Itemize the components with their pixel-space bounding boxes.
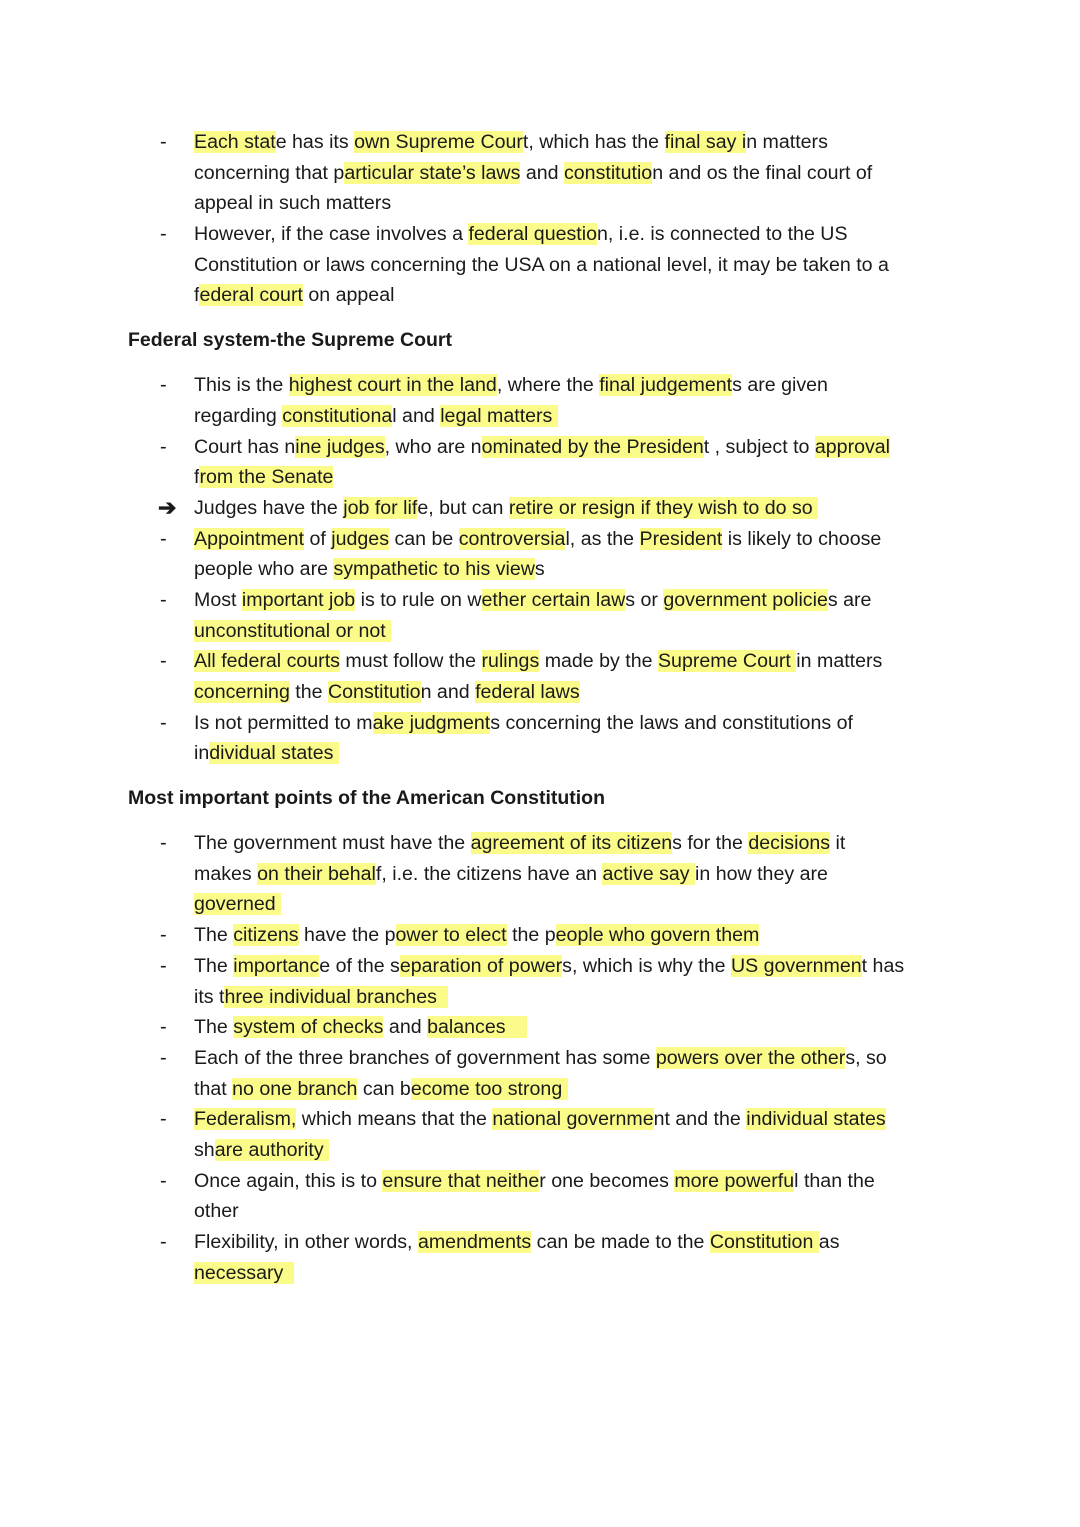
text-run: n matters (746, 131, 828, 153)
text-line (194, 554, 968, 585)
highlighted-text: own Supreme Cour (354, 131, 523, 153)
highlighted-text: balances (427, 1016, 528, 1039)
text-line (194, 616, 968, 647)
text-run: l, as the (565, 527, 640, 550)
highlighted-text: federal questio (468, 223, 597, 246)
text-line (194, 158, 968, 189)
highlighted-text: US governmen (730, 954, 862, 977)
highlighted-text: All federal courts (194, 650, 340, 673)
highlighted-text: constitutiona (282, 404, 393, 427)
highlighted-text: federal laws (475, 681, 580, 703)
text-run: n and (420, 681, 476, 703)
highlighted-text: important job (241, 588, 356, 611)
text-run: in how they are (695, 862, 828, 885)
text-line (194, 219, 968, 250)
text-run: The government must have the (194, 832, 471, 855)
text-line (194, 920, 968, 951)
highlighted-text: ine judges (295, 435, 385, 458)
text-run: it (830, 832, 846, 855)
text-run: the p (506, 924, 556, 947)
text-run: and (520, 161, 564, 184)
text-run: sh (194, 1138, 215, 1161)
text-line (194, 828, 968, 859)
bullet-list (128, 370, 968, 769)
text-run: other (194, 1200, 239, 1223)
text-run: s or (625, 588, 664, 611)
highlighted-text: hree individual branches (224, 985, 448, 1008)
highlighted-text: on their behal (257, 862, 376, 885)
text-run: t has (861, 954, 905, 977)
highlighted-text: Constitution (709, 1231, 819, 1253)
text-run: which means that the (296, 1108, 493, 1131)
highlighted-text: powers over the other (655, 1046, 846, 1069)
text-run: s, which is why the (562, 954, 731, 977)
text-line (194, 677, 968, 708)
highlighted-text: ower to elect (395, 924, 507, 947)
dash-bullet: - (160, 588, 167, 611)
highlighted-text: individual states (746, 1108, 886, 1131)
text-run: r one becomes (539, 1169, 675, 1192)
text-run: n, i.e. is connected to the US (597, 223, 848, 246)
text-run: nt and the (653, 1108, 747, 1131)
list-item (128, 219, 968, 311)
highlighted-text: final judgement (599, 374, 733, 397)
text-line (194, 462, 968, 493)
text-run: people who are (194, 558, 334, 581)
highlighted-text: government policie (663, 588, 828, 611)
highlighted-text: Appointment (194, 527, 305, 550)
text-line (194, 738, 968, 769)
highlighted-text: national governme (492, 1108, 654, 1131)
dash-bullet: - (160, 1108, 167, 1131)
text-run: s for the (672, 832, 749, 855)
highlighted-text: system of checks (233, 1016, 384, 1039)
list-item (128, 370, 968, 431)
list-item (128, 127, 968, 219)
text-run: f, i.e. the citizens have an (375, 862, 603, 885)
text-run: Is not permitted to m (194, 711, 373, 734)
highlighted-text: controversia (458, 527, 566, 550)
highlighted-text: governed (194, 893, 282, 916)
dash-bullet: - (160, 223, 167, 246)
text-run: e of the s (319, 954, 400, 977)
text-line (194, 127, 968, 158)
highlighted-text: President (639, 527, 723, 550)
highlighted-text: citizens (233, 924, 299, 947)
text-run: s concerning the laws and constitutions of (490, 711, 853, 734)
dash-bullet: - (160, 1016, 167, 1039)
dash-bullet: - (160, 832, 167, 855)
text-line (194, 1166, 968, 1197)
section-heading: Federal system-the Supreme Court (128, 329, 453, 352)
list-item (128, 1012, 968, 1043)
list-item (128, 1043, 968, 1104)
highlighted-text: are authority (214, 1138, 330, 1161)
highlighted-text: highest court in the land (288, 374, 497, 397)
list-item (128, 1104, 968, 1165)
text-run: s are given (732, 374, 828, 397)
text-run: Constitution or laws concerning the USA on a national level, it may be taken to a (194, 253, 889, 276)
text-line (194, 859, 968, 890)
text-run: regarding (194, 404, 283, 427)
text-run: , who are n (384, 435, 482, 458)
highlighted-text: articular state’s laws (344, 161, 521, 184)
text-line (194, 951, 968, 982)
text-run: the (289, 681, 328, 703)
text-run: and (383, 1016, 428, 1039)
highlighted-text: Federalism, (194, 1108, 297, 1131)
text-line (194, 1227, 968, 1258)
text-run: on appeal (302, 284, 395, 307)
text-run: is likely to choose (722, 527, 882, 550)
highlighted-text: no one branch (232, 1077, 358, 1100)
text-run: This is the (194, 374, 289, 397)
arrow-bullet-icon: ➔ (158, 494, 177, 520)
text-run: concerning that p (194, 161, 345, 184)
bullet-list (128, 127, 968, 311)
dash-bullet: - (160, 435, 167, 458)
text-line (194, 889, 968, 920)
list-item (128, 1227, 968, 1288)
text-line (194, 188, 968, 219)
text-run: Judges have the (194, 496, 344, 519)
dash-bullet: - (160, 711, 167, 734)
text-run: Once again, this is to (194, 1169, 383, 1192)
text-run: s, so (845, 1046, 887, 1069)
dash-bullet: - (160, 1231, 167, 1253)
list-item (128, 646, 968, 707)
highlighted-text: more powerfu (674, 1169, 795, 1192)
text-run: e, but can (417, 496, 509, 519)
list-item (128, 493, 968, 524)
highlighted-text: ake judgment (372, 711, 491, 734)
text-line (194, 1135, 968, 1166)
highlighted-text: legal matters (440, 404, 558, 427)
text-run: makes (194, 862, 258, 885)
text-line (194, 982, 968, 1013)
text-run: of (304, 527, 332, 550)
highlighted-text: eparation of power (399, 954, 563, 977)
bullet-list (128, 828, 968, 1288)
text-run: that (194, 1077, 233, 1100)
text-line (194, 1104, 968, 1135)
list-item (128, 708, 968, 769)
text-line (194, 370, 968, 401)
text-run: The (194, 1016, 234, 1039)
text-line (194, 646, 968, 677)
text-run: f (194, 284, 200, 307)
text-line (194, 1196, 968, 1227)
list-item (128, 828, 968, 920)
text-run: e has its (275, 131, 355, 153)
highlighted-text: ecome too strong (410, 1077, 568, 1100)
dash-bullet: - (160, 527, 167, 550)
text-run: must follow the (339, 650, 482, 673)
text-run: t, which has the (522, 131, 665, 153)
text-line (194, 708, 968, 739)
highlighted-text: ensure that neithe (382, 1169, 540, 1192)
highlighted-text: dividual states (209, 742, 339, 765)
text-run: l than the (794, 1169, 875, 1192)
text-line (194, 585, 968, 616)
text-run: Most (194, 588, 242, 611)
text-line (194, 524, 968, 555)
highlighted-text: ominated by the Presiden (481, 435, 704, 458)
highlighted-text: agreement of its citizen (470, 832, 673, 855)
list-item (128, 432, 968, 493)
text-run: t , subject to (703, 435, 815, 458)
dash-bullet: - (160, 131, 167, 153)
text-run: in matters (796, 650, 883, 673)
highlighted-text: decisions (748, 832, 831, 855)
text-run: s are (827, 588, 872, 611)
section (128, 325, 968, 769)
text-line (194, 401, 968, 432)
highlighted-text: final say i (664, 131, 747, 153)
text-line (194, 1258, 968, 1289)
document-page (128, 127, 968, 1288)
highlighted-text: retire or resign if they wish to do so (508, 496, 819, 519)
highlighted-text: active say (602, 862, 696, 885)
highlighted-text: ederal court (199, 284, 303, 307)
text-run: Court has n (194, 435, 296, 458)
dash-bullet: - (160, 954, 167, 977)
text-run: , where the (496, 374, 600, 397)
highlighted-text: importanc (233, 954, 320, 977)
list-item (128, 920, 968, 951)
text-run: l and (392, 404, 441, 427)
highlighted-text: eople who govern them (555, 924, 760, 947)
dash-bullet: - (160, 650, 167, 673)
text-run: can be (389, 527, 459, 550)
highlighted-text: concerning (194, 681, 290, 703)
highlighted-text: Constitutio (328, 681, 421, 703)
highlighted-text: approval (814, 435, 891, 458)
text-run: in (194, 742, 210, 765)
dash-bullet: - (160, 374, 167, 397)
text-run: as (818, 1231, 840, 1253)
text-run: Each of the three branches of government has some (194, 1046, 656, 1069)
text-run: can b (357, 1077, 411, 1100)
dash-bullet: - (160, 924, 167, 947)
text-run: n and os the final court of (652, 161, 873, 184)
text-run: However, if the case involves a (194, 223, 469, 246)
highlighted-text: amendments (417, 1231, 532, 1253)
text-run: The (194, 924, 234, 947)
list-item (128, 951, 968, 1012)
section-heading: Most important points of the American Constitution (128, 787, 606, 810)
highlighted-text: judges (331, 527, 389, 550)
dash-bullet: - (160, 1169, 167, 1192)
list-item (128, 1166, 968, 1227)
text-run: made by the (539, 650, 658, 673)
text-run: appeal in such matters (194, 192, 392, 215)
highlighted-text: ether certain law (481, 588, 626, 611)
text-line (194, 1012, 968, 1043)
highlighted-text: Supreme Court (657, 650, 797, 673)
text-run: is to rule on w (355, 588, 482, 611)
text-line (194, 493, 968, 524)
text-line (194, 1043, 968, 1074)
highlighted-text: necessary (194, 1261, 295, 1284)
text-line (194, 432, 968, 463)
text-run: can be made to the (531, 1231, 710, 1253)
list-item (128, 585, 968, 646)
highlighted-text: rom the Senate (199, 466, 334, 489)
text-line (194, 280, 968, 311)
text-line (194, 1074, 968, 1105)
text-line (194, 250, 968, 281)
dash-bullet: - (160, 1046, 167, 1069)
highlighted-text: unconstitutional or not (194, 619, 392, 642)
highlighted-text: rulings (481, 650, 540, 673)
list-item (128, 524, 968, 585)
highlighted-text: constitutio (563, 161, 653, 184)
text-run: s (534, 558, 545, 581)
text-run: have the p (298, 924, 396, 947)
highlighted-text: sympathetic to his view (333, 558, 535, 581)
highlighted-text: Each stat (194, 131, 276, 153)
section (128, 127, 968, 311)
text-run: The (194, 954, 234, 977)
text-run: its t (194, 985, 225, 1008)
text-run: Flexibility, in other words, (194, 1231, 418, 1253)
text-run: f (194, 466, 200, 489)
section (128, 783, 968, 1288)
highlighted-text: job for lif (343, 496, 418, 519)
